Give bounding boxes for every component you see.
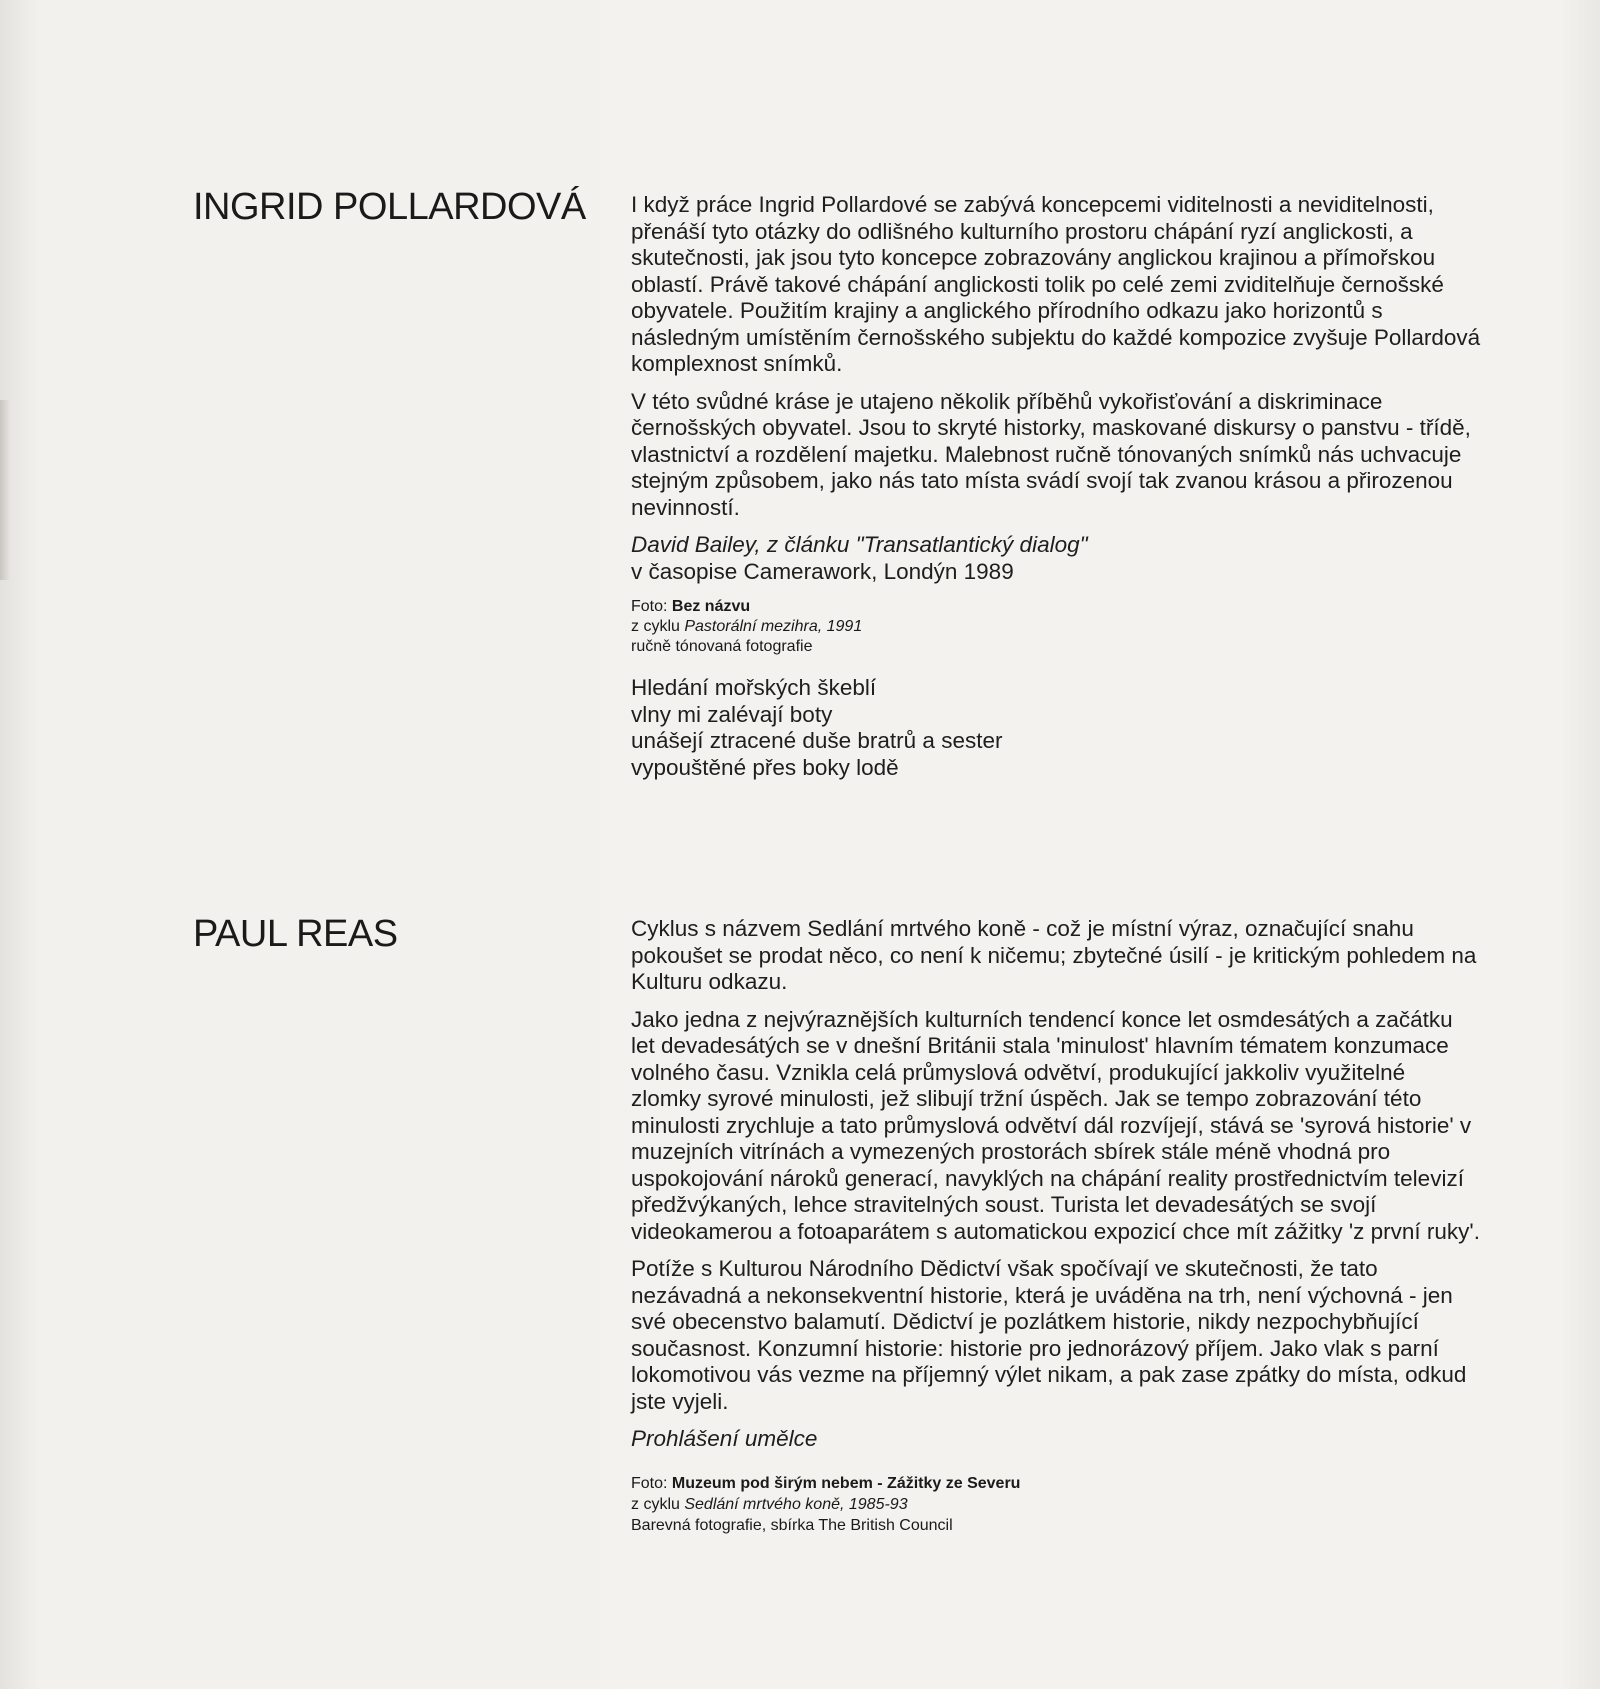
body-paragraph: Potíže s Kulturou Národního Dědictví však spočívají ve skutečnosti, že tato nezávadná a nekonsekventní historie, která je uváděna na trh, není výchovná - jen své obecenstvo balamutí. Dědictví je pozlátkem historie, nikdy nezpochybňující současnost. Konzumní historie: historie pro jednorázový příjem. Jako vlak s parní lokomotivou vás vezme na příjemný výlet nikam, a pak zase zpátky do místa, odkud jste vyjeli. [631, 1256, 1467, 1414]
caption-technique: Barevná fotografie, sbírka The British Council [631, 1516, 953, 1534]
caption-technique: ručně tónovaná fotografie [631, 638, 813, 655]
caption-cycle-prefix: z cyklu [631, 1495, 685, 1513]
poem-line: vlny mi zalévají boty [631, 701, 833, 727]
body-paragraph: Cyklus s názvem Sedlání mrtvého koně - což je místní výraz, označující snahu pokoušet se prodat něco, co není k ničemu; zbytečné úsilí - je kritickým pohledem na Kulturu odkazu. [631, 916, 1477, 994]
section-heading-pollardova: INGRID POLLARDOVÁ [193, 186, 586, 228]
caption-title: Bez názvu [671, 598, 751, 615]
caption-cycle-prefix: z cyklu [631, 618, 685, 635]
section-body-pollardova [631, 192, 1481, 781]
caption-foto-label: Foto: [631, 1474, 672, 1492]
attribution-author: David Bailey, z článku "Transatlantický dialog" [631, 532, 1088, 557]
section-heading-reas: PAUL REAS [193, 913, 398, 955]
body-paragraph: V této svůdné kráse je utajeno několik příběhů vykořisťování a diskriminace černošských obyvatel. Jsou to skryté historky, maskované diskursy o panstvu - třídě, vlastnictví a rozdělení majetku. Malebnost ručně tónovaných snímků nás uchvacuje stejným způsobem, jako nás tato místa svádí svojí tak zvanou krásou a přirozenou nevinností. [631, 388, 1471, 520]
section-body-reas [631, 916, 1481, 1536]
poem-line: unášejí ztracené duše bratrů a sester [631, 728, 1003, 753]
attribution-source: v časopise Camerawork, Londýn 1989 [631, 558, 1014, 584]
poem-line: vypouštěné přes boky lodě [631, 754, 899, 780]
caption-foto-label: Foto: [631, 598, 672, 615]
quote-attribution [631, 532, 1481, 585]
page-binding-shadow [0, 400, 10, 580]
caption-title: Muzeum pod širým nebem - Zážitky ze Severu [671, 1474, 1021, 1492]
body-paragraph: I když práce Ingrid Pollardové se zabývá koncepcemi viditelnosti a neviditelnosti, přenáší tyto otázky do odlišného kulturního prostoru chápání ryzí anglickosti, a skutečnosti, jak jsou tyto koncepce zobrazovány anglickou krajinou a přímořskou oblastí. Právě takové chápání anglickosti tolik po celé zemi zviditelňuje černošské obyvatele. Použitím krajiny a anglického přírodního odkazu jako horizontů s následným umístěním černošského subjektu do každé kompozice zvyšuje Pollardová komplexnost snímků. [631, 192, 1481, 376]
artist-statement-label: Prohlášení umělce [631, 1426, 818, 1451]
body-paragraph: Jako jedna z nejvýraznějších kulturních tendencí konce let osmdesátých a začátku let devadesátých se v dnešní Británii stala 'minulost' hlavním tématem konzumace volného času. Vznikla celá průmyslová odvětví, produkující jakkoliv využitelné zlomky syrové minulosti, jež slibují tržní úspěch. Jak se tempo zobrazování této minulosti zrychluje a tato průmyslová odvětví dál rozvíjejí, stává se 'syrová historie' v muzejních vitrínách a vymezených prostorách sbírek stále méně vhodná pro uspokojování nároků generací, navyklých na chápání reality prostřednictvím televizí předžvýkaných, lehce stravitelných soust. Turista let devadesátých se svojí videokamerou a fotoaparátem s automatickou expozicí chce mít zážitky 'z první ruky'. [631, 1006, 1480, 1244]
poem [631, 675, 1481, 781]
caption-cycle: Sedlání mrtvého koně, 1985-93 [684, 1495, 908, 1513]
photo-caption [631, 1473, 1481, 1536]
caption-cycle: Pastorální mezihra, 1991 [684, 618, 863, 635]
photo-caption [631, 597, 1481, 657]
poem-line: Hledání mořských škeblí [631, 675, 877, 700]
